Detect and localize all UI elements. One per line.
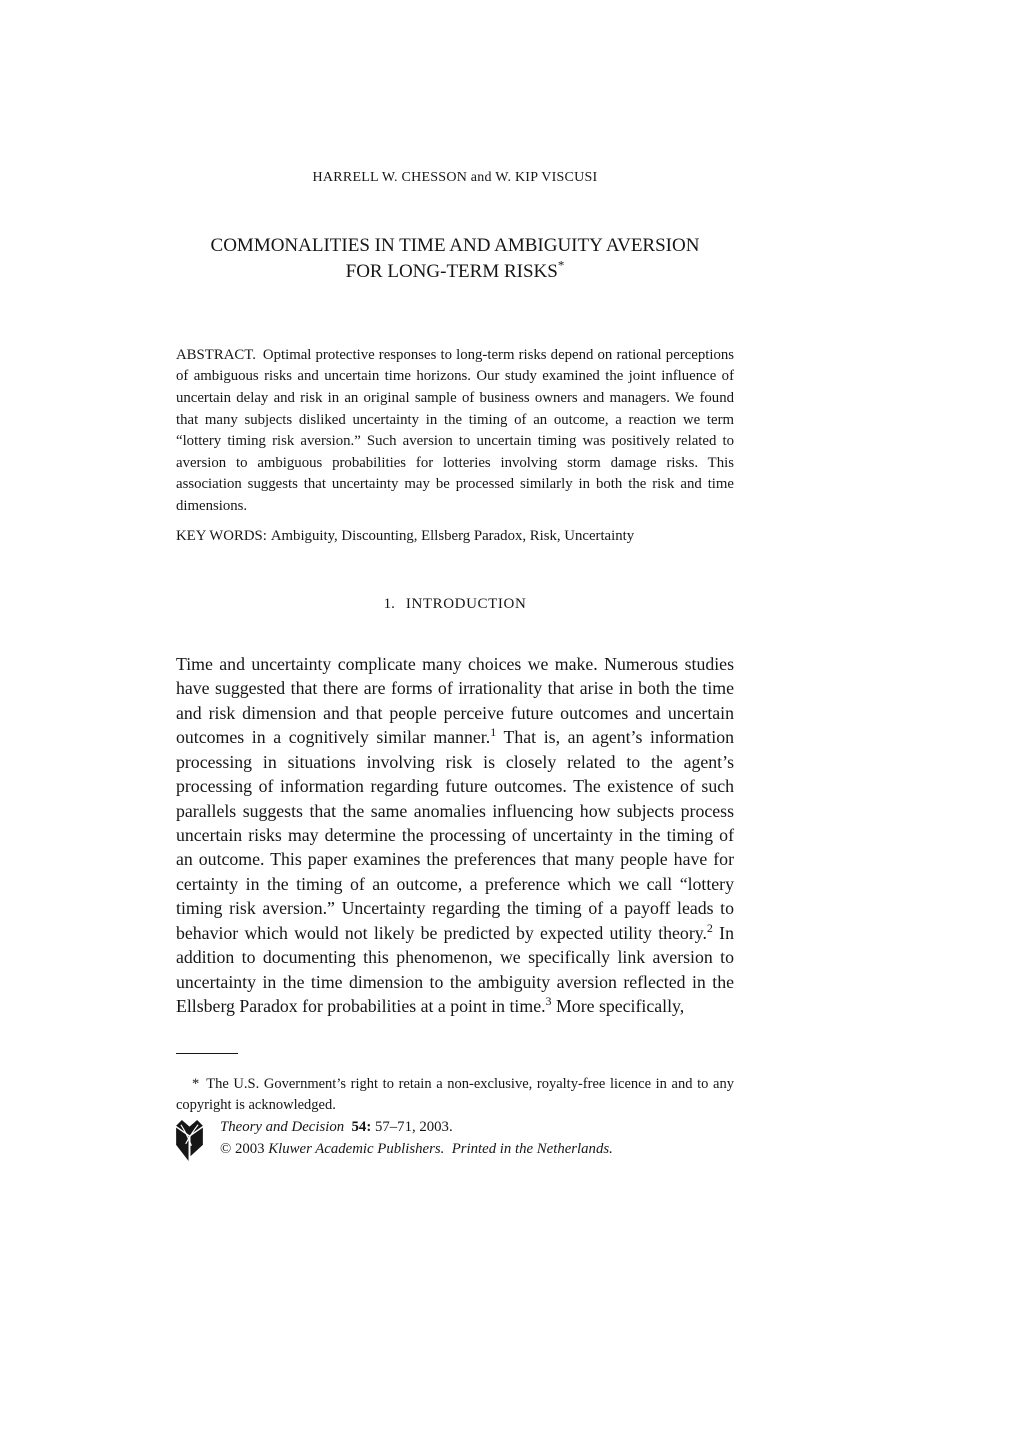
footnote-marker: * — [192, 1075, 200, 1092]
copyright-year: © 2003 — [220, 1140, 265, 1157]
keywords-text: Ambiguity, Discounting, Ellsberg Paradox, Risk, Uncertainty — [270, 527, 635, 544]
introduction-paragraph — [176, 652, 734, 1019]
abstract-label: ABSTRACT. — [176, 346, 256, 363]
section-title: INTRODUCTION — [405, 596, 527, 612]
kluwer-logo-icon — [173, 1117, 206, 1167]
printed-in: Printed in the Netherlands. — [451, 1140, 613, 1157]
spacer — [444, 1141, 451, 1157]
paper-title-line2-text: FOR LONG-TERM RISKS — [345, 261, 558, 282]
imprint-line1 — [220, 1117, 613, 1139]
abstract-text: Optimal protective responses to long-term risks depend on rational perceptions of ambiguous risks and uncertain time horizons. Our study examined the joint influence of uncertain delay and risk in an original sample of business owners and managers. We found that many subjects disliked uncertainty in the timing of an outcome, a reaction we term “lottery timing risk aversion.” Such aversion to uncertain timing was positively related to aversion to ambiguous probabilities for lotteries involving storm damage risks. This association suggests that uncertainty may be processed similarly in both the risk and time dimensions. — [176, 346, 734, 514]
footnote-separator-rule — [176, 1053, 238, 1054]
imprint-line2 — [220, 1139, 613, 1161]
intro-text-3: In addition to documenting this phenomenon, we specifically link aversion to uncertainty in the time dimension to the ambiguity aversion reflected in the Ellsberg Paradox for probabilities at a point in time. — [176, 922, 734, 1017]
abstract-paragraph — [176, 345, 734, 518]
footnote-paragraph — [176, 1074, 734, 1116]
section-number: 1. — [383, 596, 395, 612]
spacer — [344, 1119, 351, 1135]
title-footnote-marker: * — [557, 257, 565, 273]
authors-line: HARRELL W. CHESSON and W. KIP VISCUSI — [312, 170, 598, 185]
intro-text-4: More specifically, — [551, 996, 685, 1017]
footnote-ref-2: 2 — [706, 920, 713, 935]
section-heading — [176, 596, 734, 613]
pages-year: 57–71, 2003. — [374, 1119, 453, 1135]
paper-title-line1: COMMONALITIES IN TIME AND AMBIGUITY AVERSION — [210, 235, 700, 256]
intro-text-1: Time and uncertainty complicate many choices we make. Numerous studies have suggested that there are forms of irrationality that arise in both the time and risk dimension and that people perceive future outcomes and uncertain outcomes in a cognitively similar manner. — [176, 653, 734, 748]
volume-number: 54: — [351, 1119, 372, 1135]
keywords-line — [176, 528, 734, 545]
journal-name: Theory and Decision — [220, 1119, 345, 1135]
intro-text-2: That is, an agent’s information processing in situations involving risk is closely related to the agent’s processing of information regarding future outcomes. The existence of such parallels suggests that the same anomalies influencing how subjects process uncertain risks may determine the processing of uncertainty in the timing of an outcome. This paper examines the preferences that many people have for certainty in the timing of an outcome, a preference which we call “lottery timing risk aversion.” Uncertainty regarding the timing of a payoff leads to behavior which would not likely be predicted by expected utility theory. — [176, 727, 734, 943]
paper-title — [176, 233, 734, 285]
publisher-imprint — [173, 1117, 734, 1167]
keywords-label: KEY WORDS: — [176, 527, 267, 544]
paper-title-line2 — [176, 259, 734, 285]
imprint-text — [220, 1117, 613, 1160]
footnote-text: The U.S. Government’s right to retain a non-exclusive, royalty-free licence in and to any copyright is acknowledged. — [176, 1075, 734, 1113]
footnote-ref-1: 1 — [490, 725, 497, 740]
footnote-ref-3: 3 — [545, 994, 552, 1009]
publisher-name: Kluwer Academic Publishers. — [268, 1140, 445, 1157]
